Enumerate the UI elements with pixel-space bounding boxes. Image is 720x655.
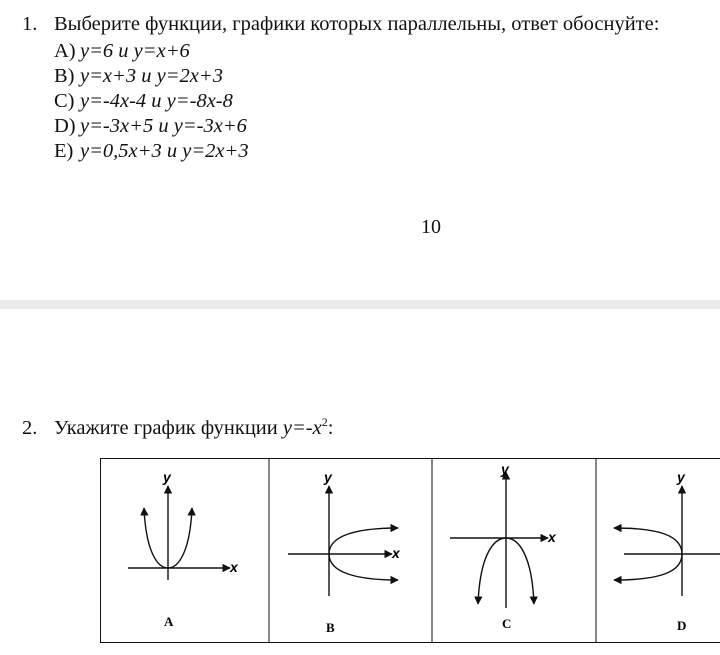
option-b-label: B) xyxy=(54,65,75,87)
graph-d-y-label: y xyxy=(677,469,685,485)
graph-b-label: B xyxy=(326,620,335,635)
option-b-equation: y=x+3 и y=2x+3 xyxy=(80,65,223,87)
graphs-table xyxy=(100,458,720,644)
graph-c-y-label: y xyxy=(501,461,509,477)
question-1-number: 1. xyxy=(22,13,38,35)
graph-c[interactable] xyxy=(450,461,557,631)
option-a-label: A) xyxy=(54,40,76,62)
option-d-equation: y=-3x+5 и y=-3x+6 xyxy=(80,115,247,137)
option-c-equation: y=-4x-4 и y=-8x-8 xyxy=(80,90,233,112)
graph-a-y-label: y xyxy=(163,469,171,485)
graph-b-y-label: y xyxy=(324,469,332,485)
option-d xyxy=(54,114,249,139)
graph-c-label: C xyxy=(502,616,512,631)
page-number: 10 xyxy=(421,216,441,238)
question-2-exponent: 2 xyxy=(321,415,328,429)
option-e xyxy=(54,139,249,164)
question-2-number: 2. xyxy=(22,416,38,439)
question-1-options xyxy=(54,39,249,164)
question-2-suffix: : xyxy=(327,416,334,439)
question-1-text: Выберите функции, графики которых параллельны, ответ обоснуйте: xyxy=(54,13,660,35)
graph-c-x-label: x xyxy=(548,529,556,545)
graph-a[interactable] xyxy=(128,469,239,629)
graph-a-x-label: x xyxy=(230,559,238,575)
option-b xyxy=(54,64,249,89)
graph-b[interactable] xyxy=(288,469,401,635)
page-separator xyxy=(0,300,720,309)
option-a xyxy=(54,39,249,64)
question-1-heading xyxy=(22,12,659,37)
option-e-equation: y=0,5x+3 и y=2x+3 xyxy=(80,140,249,162)
option-c-label: C) xyxy=(54,90,75,112)
graph-b-x-label: x xyxy=(392,545,400,561)
table-border xyxy=(101,459,720,643)
graph-d[interactable] xyxy=(614,469,720,633)
graph-a-label: A xyxy=(164,614,174,629)
question-2-text: Укажите график функции xyxy=(54,416,283,439)
question-2-heading xyxy=(22,410,333,441)
option-a-equation: y=6 и y=x+6 xyxy=(80,40,190,62)
question-2-function: y=-x xyxy=(282,416,322,439)
option-d-label: D) xyxy=(54,115,76,137)
graph-d-label: D xyxy=(677,618,687,633)
option-c xyxy=(54,89,249,114)
option-e-label: E) xyxy=(54,140,74,162)
